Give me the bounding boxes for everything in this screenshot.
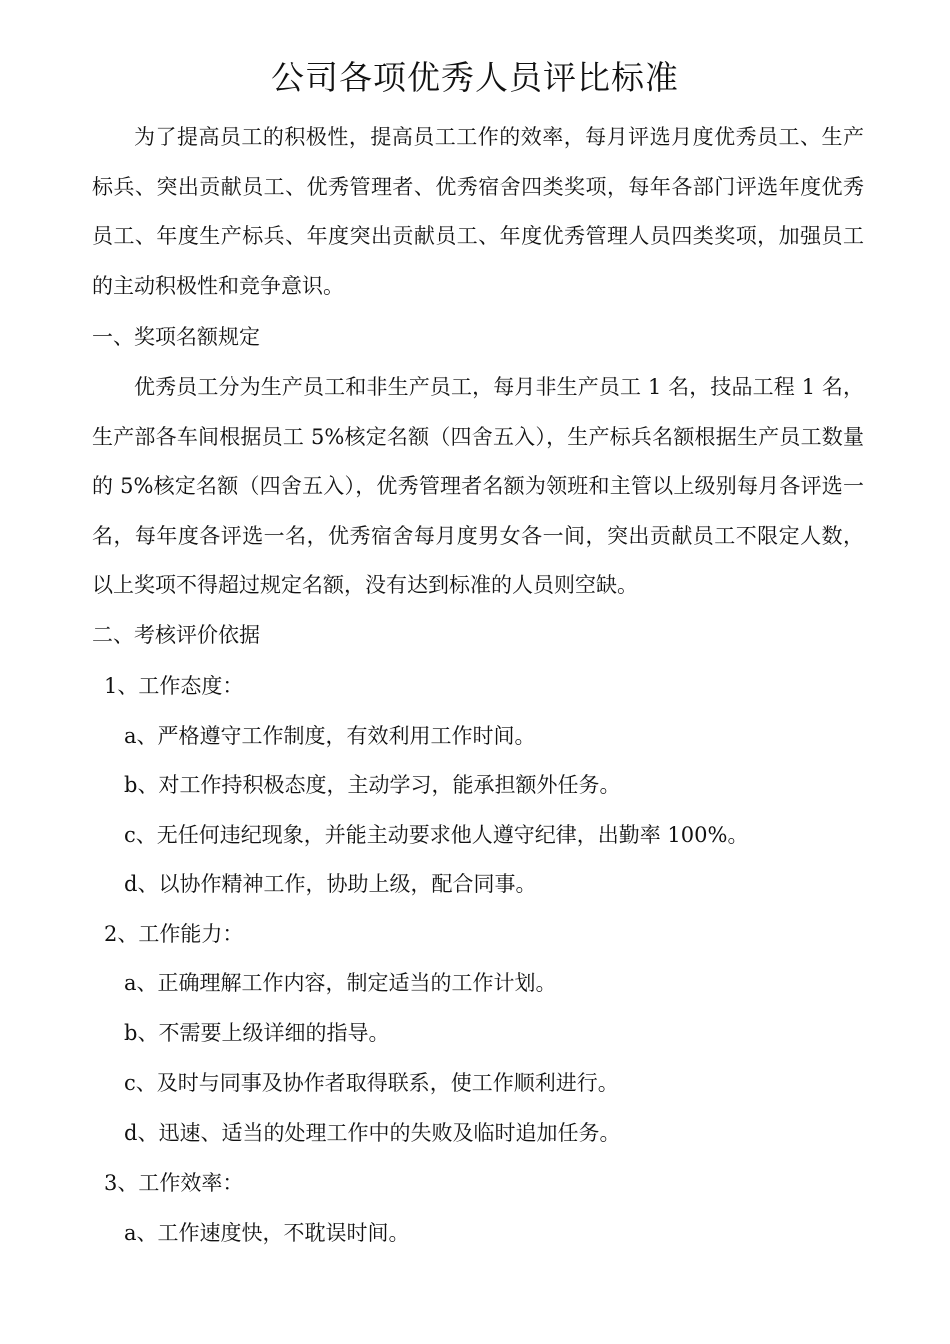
list-item: b、不需要上级详细的指导。	[124, 1021, 390, 1045]
section-heading-quota: 一、奖项名额规定	[92, 325, 260, 349]
document-title: 公司各项优秀人员评比标准	[271, 58, 679, 97]
list-item: d、以协作精神工作，协助上级，配合同事。	[124, 872, 537, 896]
list-item: c、及时与同事及协作者取得联系，使工作顺利进行。	[124, 1071, 619, 1095]
list-item: a、正确理解工作内容，制定适当的工作计划。	[124, 971, 557, 995]
section-heading-criteria: 二、考核评价依据	[92, 623, 260, 647]
subsection-title-attitude: 1、工作态度：	[104, 674, 244, 698]
subsection-title-efficiency: 3、工作效率：	[104, 1171, 244, 1195]
list-item: a、工作速度快，不耽误时间。	[124, 1221, 410, 1245]
quota-paragraph: 优秀员工分为生产员工和非生产员工，每月非生产员工 1 名，技品工程 1 名，生产部各车间根据员工 5%核定名额（四舍五入），生产标兵名额根据生产员工数量的 5%核定名额（四舍五入），优秀管理者名额为领班和主管以上级别每月各评选一名，每年度各评选一名，优秀宿舍每月度男女各一间，突出贡献员工不限定人数，以上奖项不得超过规定名额，没有达到标准的人员则空缺。	[92, 375, 864, 598]
list-item: c、无任何违纪现象，并能主动要求他人遵守纪律，出勤率 100%。	[124, 823, 749, 847]
intro-paragraph: 为了提高员工的积极性，提高员工工作的效率，每月评选月度优秀员工、生产标兵、突出贡献员工、优秀管理者、优秀宿舍四类奖项，每年各部门评选年度优秀员工、年度生产标兵、年度突出贡献员工、年度优秀管理人员四类奖项，加强员工的主动积极性和竞争意识。	[92, 125, 864, 298]
list-item: b、对工作持积极态度，主动学习，能承担额外任务。	[124, 773, 621, 797]
subsection-title-ability: 2、工作能力：	[104, 922, 244, 946]
list-item: a、严格遵守工作制度，有效利用工作时间。	[124, 724, 536, 748]
list-item: d、迅速、适当的处理工作中的失败及临时追加任务。	[124, 1121, 621, 1145]
